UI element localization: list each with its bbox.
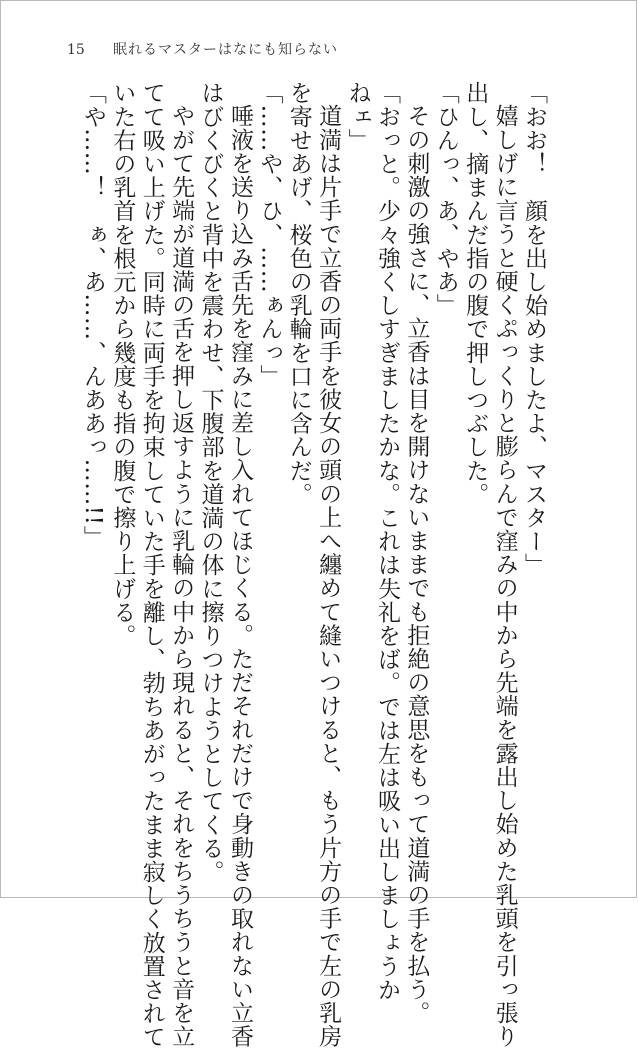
text-line: 「おお！ 顔を出し始めましたよ、マスター」 — [521, 81, 547, 577]
text-line: 「ひんっ、あ、やあ」 — [432, 81, 459, 317]
text-line: 「……や、ひ、……ぁんっ」 — [256, 81, 283, 388]
text-line: 「や……！ ぁ、あ……、んああっ……!!」 — [79, 81, 106, 550]
vertical-body-text — [78, 81, 549, 1049]
running-title: 眠れるマスターはなにも知らない — [113, 42, 338, 58]
text-line: やがて先端が道満の舌を押し返すように乳輪の中から現れると、それをちうちうと音を立 — [168, 104, 195, 1048]
text-line: 出し、摘まんだ指の腹で押しつぶした。 — [462, 81, 489, 506]
text-line: その刺激の強さに、立香は目を開けないままでも拒絶の意思をもって道満の手を払う。 — [403, 104, 430, 1025]
page-number: 15 — [67, 42, 85, 58]
text-line: 唾液を送り込み舌先を窪みに差し入れてほじくる。ただそれだけで身動きの取れない立香 — [226, 104, 253, 1048]
text-line: を寄せあげ、桜色の乳輪を口に含んだ。 — [285, 81, 312, 506]
page-header — [67, 39, 338, 59]
text-line: 道満は片手で立香の両手を彼女の頭の上へ纏めて縫いつけると、もう片方の手で左の乳房 — [315, 104, 342, 1048]
text-line: 嬉しげに言うと硬くぷっくりと膨らんで窪みの中から先端を露出し始めた乳頭を引っ張り — [491, 104, 518, 1048]
text-line: いた右の乳首を根元から幾度も指の腹で擦り上げる。 — [109, 81, 136, 648]
text-line: 「おっと。少々強くしすぎましたかな。これは失礼をば。では左は吸い出しましょうか — [373, 81, 400, 1002]
text-line: はびくびくと背中を震わせ、下腹部を道満の体に擦りつけようとしてくる。 — [197, 81, 224, 884]
text-line: ねェ」 — [344, 81, 371, 152]
text-line: てて吸い上げた。同時に両手を拘束していた手を離し、勃ちあがったまま寂しく放置されて — [138, 81, 165, 1049]
